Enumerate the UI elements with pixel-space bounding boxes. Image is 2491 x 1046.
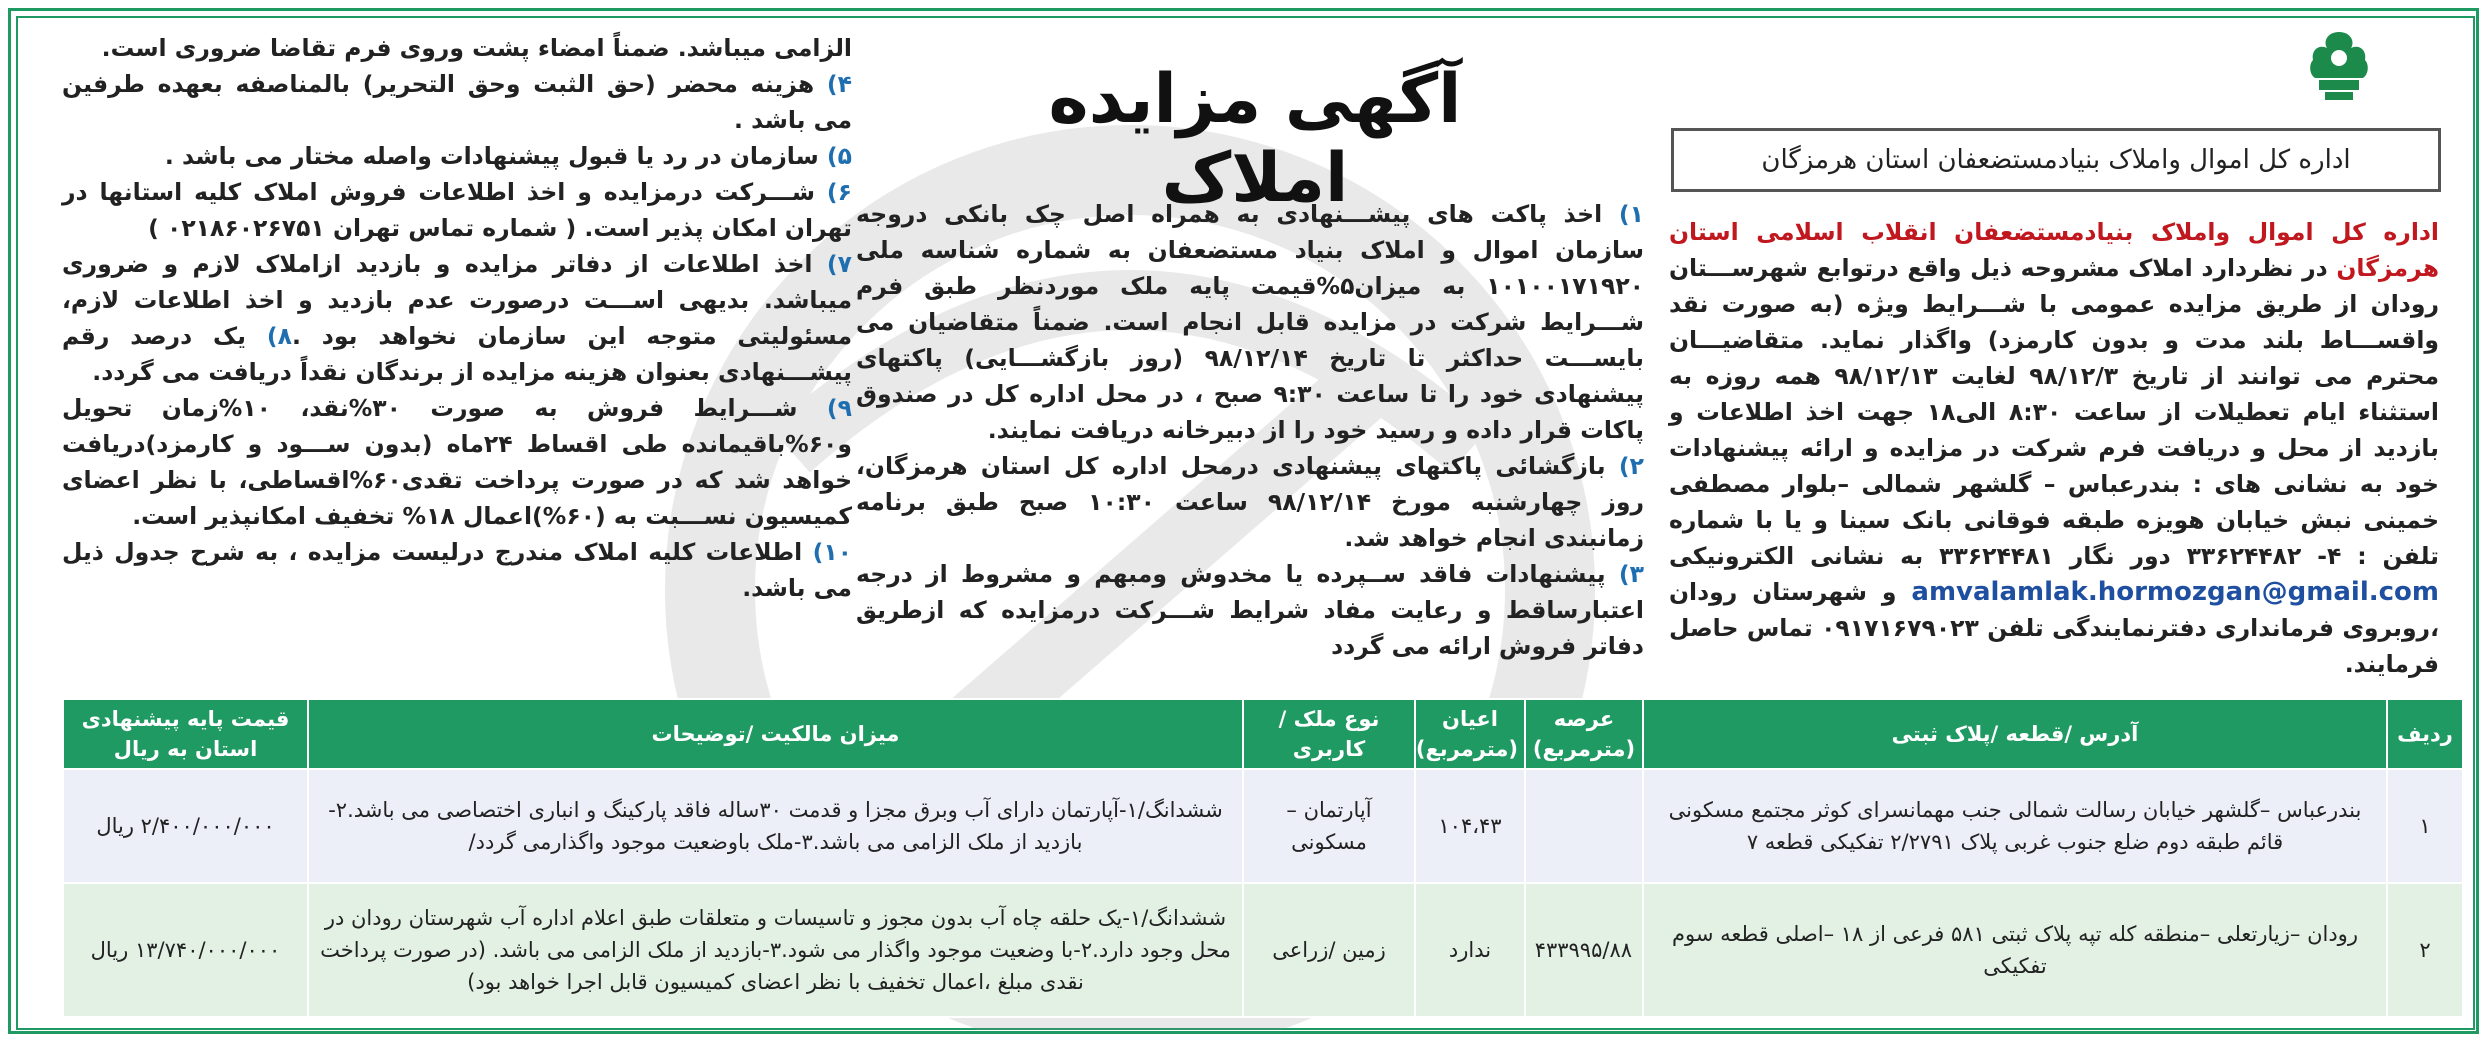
header-unit: (مترمربع) xyxy=(1532,737,1636,761)
header-row-number: ردیف xyxy=(2387,699,2463,769)
header-label: قیمت پایه پیشنهادی xyxy=(81,707,290,731)
item-number: ۴) xyxy=(826,70,852,98)
item-number: ۸) xyxy=(266,322,292,350)
item-text: پیشنهادات فاقد ســپرده یا مخدوش ومبهم و مشروط از درجه اعتبارساقط و رعایت مفاد شرایط شـــرکت درمزایده که ازطریق دفاتر فروش ارائه می گردد xyxy=(856,560,1644,660)
item-text: هزینه محضر (حق الثبت وحق التحریر) بالمناصفه بعهده طرفین می باشد . xyxy=(62,70,852,134)
item-text: بازگشائی پاکتهای پیشنهادی درمحل اداره کل استان هرمزگان، روز چهارشنبه مورخ ۹۸/۱۲/۱۴ ساعت ۱۰:۳۰ صبح طبق برنامه زمانبندی انجام خواهد شد. xyxy=(856,452,1644,552)
conditions-column-1 xyxy=(856,196,1644,664)
item-number: ۹) xyxy=(826,394,853,422)
cell-description: ششدانگ/۱-آپارتمان دارای آب وبرق مجزا و قدمت ۳۰ساله فاقد پارکینگ و انباری اختصاصی می باشد.۲-بازدید از ملک الزامی می باشد.۳-ملک باوضعیت موجود واگذارمی گردد/ xyxy=(308,769,1243,883)
cell-row-number: ۱ xyxy=(2387,769,2463,883)
header-label: اعیان xyxy=(1442,707,1498,731)
table-header-row xyxy=(63,699,2463,769)
header-unit: (مترمربع) xyxy=(1415,737,1518,761)
item-number: ۵) xyxy=(826,142,852,170)
cell-address: بندرعباس –گلشهر خیابان رسالت شمالی جنب مهمانسرای کوثر مجتمع مسکونی قائم طبقه دوم ضلع جنوب غربی پلاک ۲/۲۷۹۱ تفکیکی قطعه ۷ xyxy=(1643,769,2387,883)
intro-tail: و شهرستان رودان ،روبروی فرمانداری دفترنمایندگی تلفن ۰۹۱۷۱۶۷۹۰۲۳ تماس حاصل فرمایند. xyxy=(1669,578,2440,678)
header-price xyxy=(63,699,308,769)
condition-item-9 xyxy=(62,390,852,534)
item-text: یک درصد رقم پیشـــنهادی بعنوان هزینه مزایده از برندگان نقداً دریافت می گردد. xyxy=(62,322,852,386)
item-text: اخذ پاکت های پیشـــنهادی به همراه اصل چک بانکی دروجه سازمان اموال و املاک بنیاد مستضعفان به شماره شناسه ملی ۱۰۱۰۰۱۷۱۹۲۰ به میزان۵%قیمت پایه ملک موردنظر طبق فرم شـــرایط شرکت در مزایده قابل انجام است. ضمناً متقاضیان می بایســـت حداکثر تا تاریخ ۹۸/۱۲/۱۴ (روز بازگشـــایی) پاکتهای پیشنهادی خود را تا ساعت ۹:۳۰ صبح ، در محل اداره کل در صندوق پاکات قرار داده و رسید خود را از دبیرخانه دریافت نمایند. xyxy=(856,200,1645,444)
item-text: اخذ اطلاعات از دفاتر مزایده و بازدید ازاملاک لازم و ضروری میباشد. بدیهی اســـت درصورت عدم بازدید و اخذ اطلاعات لازم، مسئولیتی متوجه این سازمان نخواهد بود . xyxy=(62,250,852,350)
cell-price: ۱۳/۷۴۰/۰۰۰/۰۰۰ ریال xyxy=(63,883,308,1017)
intro-paragraph xyxy=(1669,214,2439,682)
cell-type: زمین /زراعی xyxy=(1243,883,1415,1017)
cell-address: رودان –زیارتعلی –منطقه کله تپه پلاک ثبتی ۵۸۱ فرعی از ۱۸ –اصلی قطعه سوم تفکیکی xyxy=(1643,883,2387,1017)
item-number: ۳) xyxy=(1618,560,1644,588)
header-address: آدرس /قطعه /پلاک ثبتی xyxy=(1643,699,2387,769)
cell-area-land xyxy=(1525,769,1643,883)
item-number: ۲) xyxy=(1618,452,1644,480)
page-title: آگهی مزایده املاک xyxy=(1048,60,1462,218)
cell-type: آپارتمان –مسکونی xyxy=(1243,769,1415,883)
condition-item-6 xyxy=(62,174,852,246)
table-row xyxy=(63,883,2463,1017)
condition-item-10 xyxy=(62,534,852,606)
item-text: اطلاعات کلیه املاک مندرج درلیست مزایده ، به شرح جدول ذیل می باشد. xyxy=(62,538,852,602)
header-description: میزان مالکیت /توضیحات xyxy=(308,699,1243,769)
cell-price: ۲/۴۰۰/۰۰۰/۰۰۰ ریال xyxy=(63,769,308,883)
item-number: ۱) xyxy=(1618,200,1644,228)
foundation-logo-icon xyxy=(2297,24,2381,108)
condition-item-5 xyxy=(62,138,852,174)
item-text: شـــرکت درمزایده و اخذ اطلاعات فروش املاک کلیه استانها در تهران امکان پذیر است. ( شماره تماس تهران ۰۲۱۸۶۰۲۶۷۵۱ ) xyxy=(62,178,852,242)
item-number: ۶) xyxy=(826,178,852,206)
email-link[interactable]: amvalamlak.hormozgan@gmail.com xyxy=(1911,577,2439,607)
condition-item-4 xyxy=(62,66,852,138)
condition-item-2 xyxy=(856,448,1644,556)
header-unit: استان به ریال xyxy=(113,737,258,761)
header-area-land xyxy=(1525,699,1643,769)
conditions-column-2 xyxy=(62,30,852,606)
item-number: ۷) xyxy=(826,250,852,278)
condition-item-3 xyxy=(856,556,1644,664)
item-text: شـــرایط فروش به صورت ۳۰%نقد، ۱۰%زمان تحویل و۶۰%باقیمانده طی اقساط ۲۴ماه (بدون ســـود و کارمزد)دریافت خواهد شد که در صورت پرداخت تقدی۶۰%اقساطی، با نظر اعضای کمیسیون نســـبت به (۶۰%)اعمال ۱۸% تخفیف امکانپذیر است. xyxy=(62,394,853,530)
org-name-box: اداره کل اموال واملاک بنیادمستضعفان استان هرمزگان xyxy=(1671,128,2441,192)
cell-area-build: ۱۰۴،۴۳ xyxy=(1415,769,1525,883)
item-number: ۱۰) xyxy=(812,538,852,566)
table-row xyxy=(63,769,2463,883)
cell-area-build: ندارد xyxy=(1415,883,1525,1017)
header-label: عرصه xyxy=(1553,707,1615,731)
condition-intro: الزامی میباشد. ضمناً امضاء پشت وروی فرم تقاضا ضروری است. xyxy=(101,34,852,62)
cell-area-land: ۴۳۳۹۹۵/۸۸ xyxy=(1525,883,1643,1017)
header-area-build xyxy=(1415,699,1525,769)
properties-table xyxy=(62,698,2464,1018)
intro-text: در نظردارد املاک مشروحه ذیل واقع درتوابع شهرســـتان رودان از طریق مزایده عمومی با شـــرایط ویژه (به صورت نقد واقســـاط بلند مدت و بدون کارمزد) واگذار نماید. متقاضیـــان محترم می توانند از تاریخ ۹۸/۱۲/۳ لغایت ۹۸/۱۲/۱۳ همه روزه به استثناء ایام تعطیلات از ساعت ۸:۳۰ الی۱۸ جهت اخذ اطلاعات و بازدید از محل و دریافت فرم شرکت در مزایده و ارائه پیشنهادات خود به نشانی های : بندرعباس – گلشهر شمالی –بلوار مصطفی خمینی نبش خیابان هویزه طبقه فوقانی بانک سینا و یا با شماره تلفن : ۴- ۳۳۶۲۴۴۸۲ دور نگار ۳۳۶۲۴۴۸۱ به نشانی الکترونیکی xyxy=(1669,254,2439,570)
item-text: سازمان در رد یا قبول پیشنهادات واصله مختار می باشد . xyxy=(164,142,827,170)
condition-item-7-8 xyxy=(62,246,852,390)
intro-column xyxy=(1669,214,2439,682)
header-type: نوع ملک / کاربری xyxy=(1243,699,1415,769)
cell-description: ششدانگ/۱-یک حلقه چاه آب بدون مجوز و تاسیسات و متعلقات طبق اعلام اداره آب شهرستان رودان در محل وجود دارد.۲-با وضعیت موجود واگذار می شود.۳-بازدید از ملک الزامی می باشد. (در صورت پرداخت نقدی مبلغ ،اعمال تخفیف با نظر اعضای کمیسیون قابل اجرا خواهد بود) xyxy=(308,883,1243,1017)
condition-item-1 xyxy=(856,196,1644,448)
cell-row-number: ۲ xyxy=(2387,883,2463,1017)
org-highlight: اداره کل اموال واملاک بنیادمستضعفان انقلاب اسلامی استان هرمزگان xyxy=(1669,218,2439,282)
